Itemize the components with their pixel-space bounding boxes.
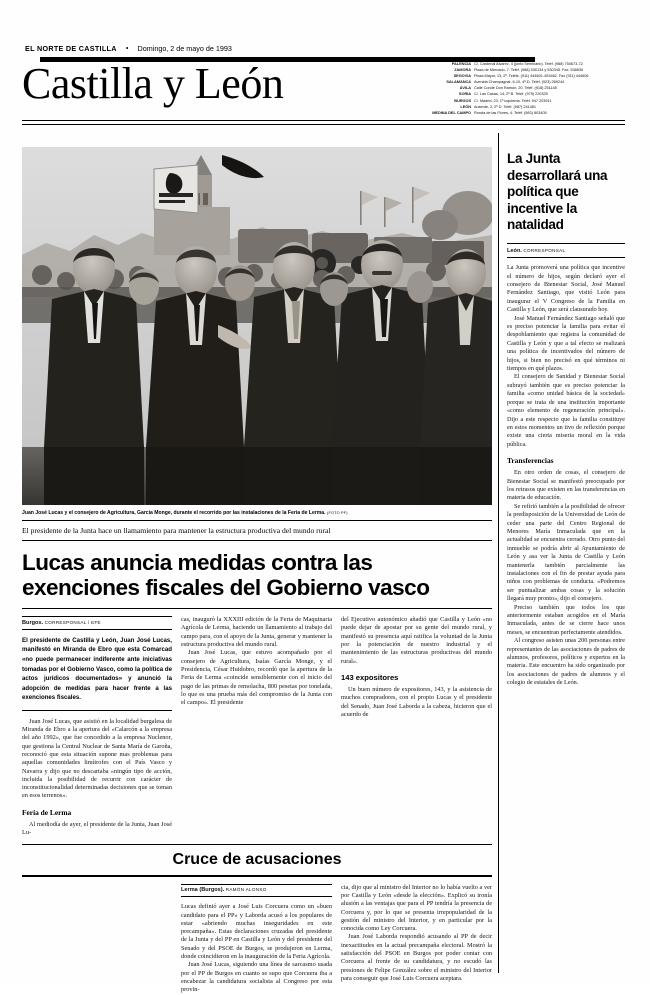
contact-city: SORIA bbox=[458, 91, 471, 97]
body-paragraph: Lucas definió ayer a José Luis Corcuera como un «buen candidato para el PP» y Laborda acusó a los populares de estar «abriendo muchas inseguridades en este precampaña». Estas declaraciones cruzadas del presidente de la Junta y del PP en Castilla y León y del presidente del Senado y del PSOE de Burgos, se produjeron en Lerma, donde coincidieron en la inauguración de la Feria Agrícola. bbox=[181, 903, 332, 961]
secondary-headline: Cruce de acusaciones bbox=[172, 851, 342, 869]
body-paragraph: Juan José Lucas, siguiendo una línea de sarcasmo usada por el PP de Burgos en cuanto se supo que Corcuera iba a encabezar la candidatura socialista al Congreso por esta provin- bbox=[181, 961, 332, 994]
body-paragraph: Juan José Laborda respondió acusando al PP de decir inexactitudes en la actual precampaña electoral. Mostró la satisfacción del PSOE en Burgos por poder contar con Corcuera al frente de su candidatura, y no escudó las presiones de Felipe González sobre el ministro del Interior para conseguir que José Luis Corcuera aceptara. bbox=[341, 933, 492, 982]
sidebar-subhead-transferencias: Transferencias bbox=[507, 456, 554, 466]
article-column-2 bbox=[181, 616, 332, 837]
contact-detail: Avenida Champagnat, 6-10, 4º-D. Teléf. (923) 269244 bbox=[474, 79, 565, 85]
secondary-column-1 bbox=[22, 884, 172, 995]
column-divider bbox=[498, 133, 499, 973]
contact-city: ZAMORA bbox=[454, 67, 471, 73]
section-logo-wrap bbox=[22, 58, 422, 110]
sidebar-headline: La Junta desarrollará una política que incentive la natalidad bbox=[507, 151, 608, 232]
contact-city: SEGOVIA bbox=[453, 73, 471, 79]
contact-row bbox=[428, 110, 640, 116]
body-paragraph: Al congreso asisten unas 200 personas entre representantes de las asociaciones de padres de alumnos, profesores, políticos y expertos en la materia. Este encuentro ha sido organizado por los asociaciones de padres de alumnos y el colegio de estatales de León. bbox=[507, 637, 625, 687]
header-divider-2 bbox=[22, 124, 625, 125]
body-paragraph: El consejero de Sanidad y Bienestar Social subrayó también que es preciso potenciar la familia «como unidad básica de la sociedad» porque se trata de una institución importante «como elemento de regeneración principal». Dijo a este respecto que la familia constituye en estos momentos un tivo de reflexión porque existe una cierta miseria moral en la vida pública. bbox=[507, 373, 625, 448]
contact-detail: Ronda de las Flores, 4. Teléf. (983) 803405 bbox=[474, 109, 547, 115]
contact-city: ÁVILA bbox=[459, 85, 471, 91]
body-paragraph: Juan José Lucas, que estuvo acompañado por el consejero de Agricultura, Isaías García Monge, y el Presidencia, César Huidobro, recordó que la apertura de la Feria de Lerma «coincide sensiblemente con el inicio del pago de las primas de remolacha, 800 pesetas por tonelada, lo que es una prueba más del compromiso de la Junta con el campo». El presidente bbox=[181, 649, 332, 707]
masthead-separator: • bbox=[125, 44, 129, 53]
contacts-directory bbox=[428, 61, 640, 116]
contact-detail: Plaza Mayor, 13, 2º. Teléfs. (911) 444601-453462. Fax (911) 444606 bbox=[474, 73, 589, 79]
secondary-byline-place: Lerma (Burgos). bbox=[181, 887, 225, 894]
contact-city: SALAMANCA bbox=[446, 79, 471, 85]
article-photo bbox=[22, 147, 492, 505]
secondary-byline bbox=[181, 887, 332, 896]
body-paragraph: Preciso también que todos los que anteriormente estaban acogidos en el María Inmaculada, antes de se cierre hace unos meses, se encuentran perfectamente atendidos. bbox=[507, 603, 625, 636]
byline-rule-bottom bbox=[22, 629, 172, 630]
body-paragraph: Se refirió también a la posibilidad de ofrecer la predisposición de la Universidad de León de ceder una parte del Centro Regional de Menores María Inmaculada que en la actualidad se encuentra cerrado. Otro punto del inmueble se podría abrir al Ayuntamiento de León y asa ver la Junta de Castilla y León mantenerla también parcialmente las instalaciones con el fin de prestar ayuda para niños con problemas de conducta. «Podremos ser puntualizar ambas cosas y la solución llegará muy pronto», dijo el consejero. bbox=[507, 502, 625, 603]
contact-city: BURGOS bbox=[454, 97, 471, 103]
body-paragraph: En otro orden de cosas, el consejero de Bienestar Social se manifestó preocupado por los retrasos que existen en las transferencias en materia de educación. bbox=[507, 469, 625, 502]
secondary-article-columns bbox=[22, 877, 492, 995]
masthead bbox=[25, 44, 625, 53]
sidebar-headline-rule bbox=[507, 243, 625, 244]
body-paragraph: cas, inauguró la XXXIII edición de la Feria de Maquinaria Agrícola de Lerma, haciendo un llamamiento al trabajo del campo para, con el apoyo de la Junta, generar y mantener la estructura productiva del mundo rural. bbox=[181, 616, 332, 649]
main-article-columns bbox=[22, 609, 492, 837]
contact-city: MEDINA DEL CAMPO bbox=[432, 109, 471, 115]
column-subhead-feria: Feria de Lerma bbox=[22, 807, 72, 817]
contact-detail: Calle Conde Don Ramón, 20. Teléf. (918) 251148 bbox=[474, 85, 557, 91]
lead-rule bbox=[22, 710, 172, 711]
contact-detail: C/. Cardenal Alvarez, 4 (junto Seminario). Teléf. (988) 750673-72 bbox=[474, 61, 583, 66]
photo-credit: (FOTO PF) bbox=[326, 511, 348, 515]
header-divider bbox=[22, 120, 625, 121]
secondary-column-3 bbox=[341, 884, 492, 995]
sidebar-byline-rule bbox=[507, 257, 625, 258]
contact-detail: C/. Las Casas, 14, 2º B. Teléf. (975) 220325 bbox=[474, 91, 548, 97]
article-column-3 bbox=[341, 616, 492, 837]
article-lead: El presidente de Castilla y León, Juan José Lucas, manifestó en Miranda de Ebro que esta Comarcad «no puede permanecer indiferente ante iniciativas tomadas por el Gobierno Vasco, como la política de actos jurídicos documentados» y anunció la adopción de medidas para hacer frente a las exenciones fiscales. bbox=[22, 636, 172, 702]
photo-caption-text: Juan José Lucas y el consejero de Agricultura, García Monge, durante el recorrido por las instalaciones de la Feria de Lerma. bbox=[22, 510, 326, 516]
publication-date: Domingo, 2 de mayo de 1993 bbox=[137, 44, 232, 53]
article-column-1 bbox=[22, 616, 172, 837]
main-byline bbox=[22, 620, 172, 629]
secondary-column-2 bbox=[181, 884, 332, 995]
body-paragraph: Un buen número de expositores, 143, y la asistencia de muchos compradores, con el propio Lucas y el presidente del Senado, Juan José Laborda a la cabeza, hicieron que el acuerdo de bbox=[341, 685, 492, 718]
secondary-byline-rule-bottom bbox=[181, 896, 332, 897]
contact-city: LEÓN bbox=[460, 103, 471, 109]
main-article-block bbox=[22, 133, 492, 994]
contact-detail: Plaza de Mercado, 7. Teléf. (988) 530134 y 530345. Fax. 538636 bbox=[474, 67, 584, 73]
body-paragraph: Al mediodía de ayer, el presidente de la Junta, Juan José Lu- bbox=[22, 820, 172, 836]
byline-source: CORRESPONSAL / EFE bbox=[44, 619, 101, 625]
page-content bbox=[22, 133, 625, 994]
byline-place: Burgos. bbox=[22, 619, 44, 626]
body-paragraph: cia, dijo que al ministro del Interior no lo había vuelto a ver por Castilla y León «desde la elección». Explicó su ironía alusión a las ventajas que para el PP tendría la presencia de Corcuera y, por lo que se presenta irrepopularidad de la gestión del ministro del Interior, y en particular por la conocida como Ley Corcuera. bbox=[341, 883, 492, 933]
body-paragraph: del Ejecutivo autonómico añadió que Castilla y León «no puede dejar de apostar por su gente del mundo rural, y manifestó su presencia aquí ratifica la voluntad de la Junta por la potenciación de nuestro industrial y el mantenimiento de las estructuras productivas del mundo rural». bbox=[341, 616, 492, 665]
contact-city: PALENCIA bbox=[451, 61, 471, 66]
contact-detail: Ausente, 2, 2º D. Teléf. (987) 241481 bbox=[474, 103, 537, 109]
contact-detail: C/. Madrid, 23, 1º izquierda. Teléf. 947 203911 bbox=[474, 97, 552, 103]
article-kicker: El presidente de la Junta hace un llamamiento para mantener la estructura productiva del mundo rural bbox=[22, 526, 331, 536]
sidebar-byline-source: CORRESPONSAL bbox=[523, 248, 566, 254]
body-paragraph: Juan José Lucas, que asistió en la localidad burgalesa de Miranda de Ebro a la apertura del «Calarcón a la empresa del año 1992», que fue concedido a la empresa Nuclenor, que gestiona la Central Nuclear de Santa María de Garoña, reconoció que esta situación supone mas problemas para aquellas comunidades limítrofes con el País Vasco y Navarra y dijo que no descartaba «ningún tipo de acción, incluida la posibilidad de recurrir con carácter de inconstitucionalidad determinadas decisiones que se toman en esos terrenos». bbox=[22, 717, 172, 800]
paper-name: EL NORTE DE CASTILLA bbox=[25, 44, 117, 53]
section-logo: Castilla y León bbox=[22, 59, 284, 108]
photo-caption bbox=[22, 505, 492, 520]
column-subhead-expositores: 143 expositores bbox=[341, 672, 399, 682]
main-headline: Lucas anuncia medidas contra las exenciones fiscales del Gobierno vasco bbox=[22, 549, 430, 600]
byline-rule-top bbox=[22, 616, 172, 617]
secondary-byline-rule-top bbox=[181, 884, 332, 885]
body-paragraph: José Manuel Fernández Santiago señaló que es preciso potenciar la familia para evitar el despoblamiento que registra la comunidad de Castilla y León y que a tal efecto se realizará una política de incentivados del número de hijos, si bien no precisó en qué términos ni tiempos en qué plazos. bbox=[507, 314, 625, 373]
photo-image bbox=[22, 147, 492, 505]
sidebar-byline-place: León. bbox=[507, 248, 522, 255]
body-paragraph: La Junta promoverá una política que incentive el número de hijos, según declaró ayer el consejero de Bienestar Social, José Manuel Fernández Santiago, que visitó León para inaugurar el V Congreso de la Familia en Castilla y León, que será clausurado hoy. bbox=[507, 264, 625, 314]
secondary-byline-source: RAMÓN ALONSO bbox=[225, 887, 267, 893]
sidebar-article bbox=[505, 133, 625, 973]
sidebar-byline bbox=[507, 248, 625, 257]
